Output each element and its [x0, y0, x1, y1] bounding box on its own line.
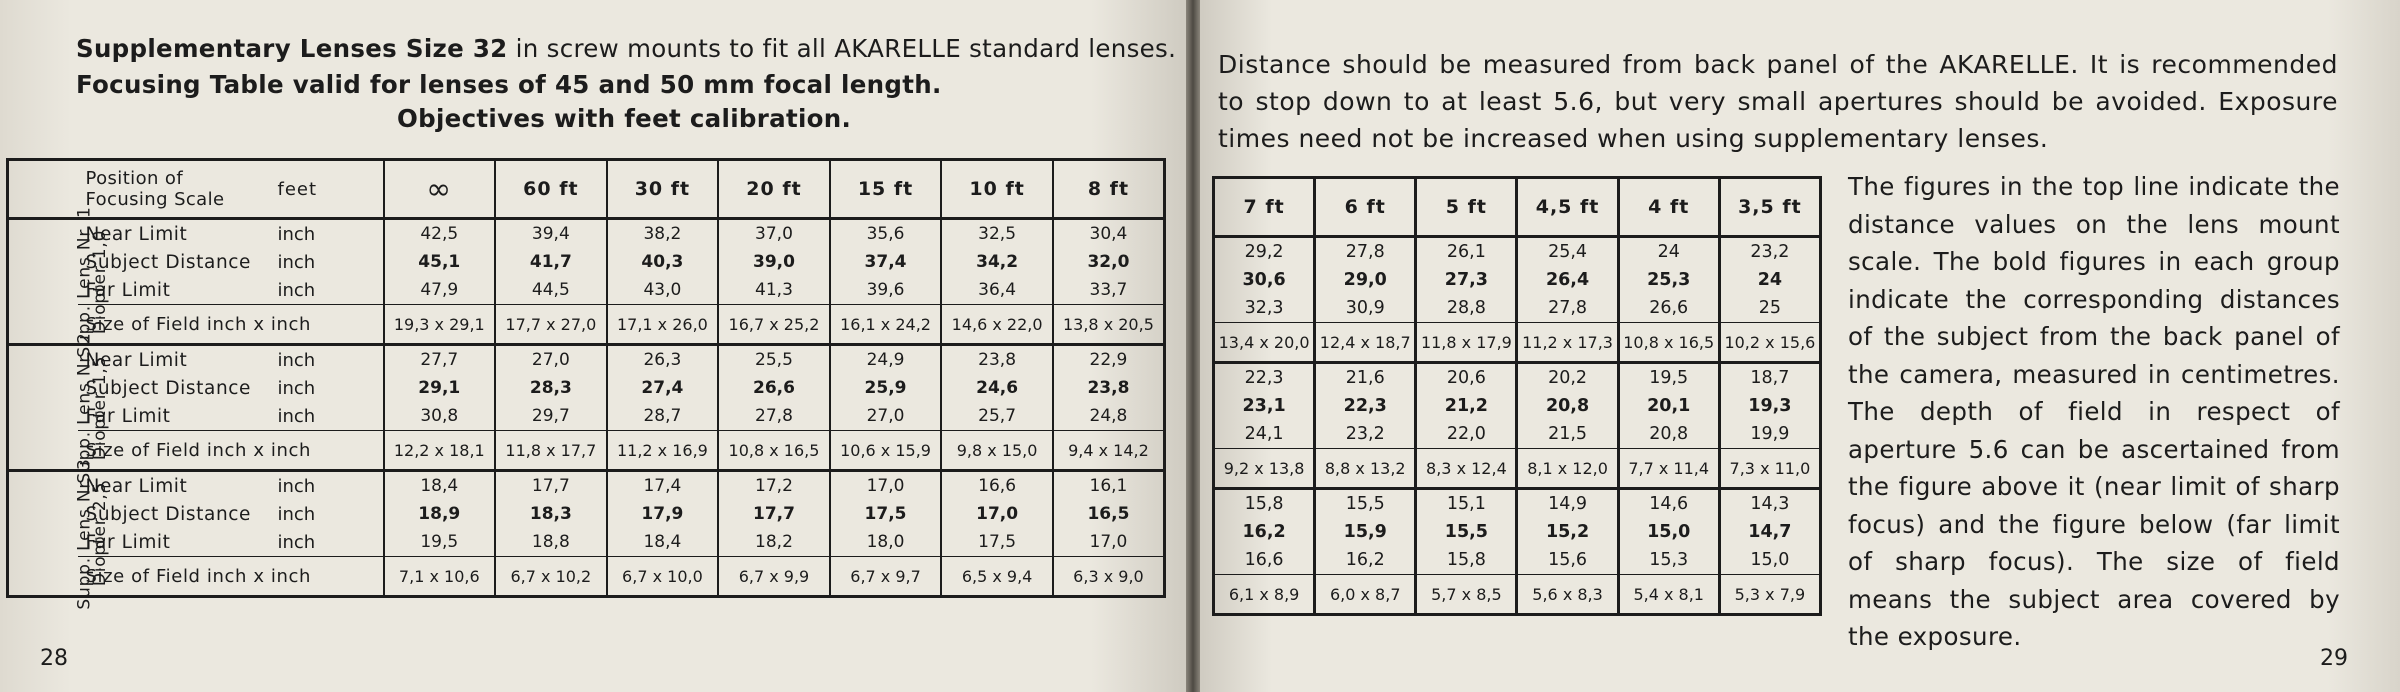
table-cell: 21,6	[1315, 363, 1416, 393]
row-unit: inch	[278, 345, 384, 375]
table-cell: 24,8	[1053, 402, 1165, 431]
column-header: 5 ft	[1416, 178, 1517, 237]
table-cell: 27,3	[1416, 266, 1517, 294]
field-size-label: Size of Field inch x inch	[78, 431, 384, 471]
table-cell: 29,2	[1244, 242, 1284, 262]
row-label: Far Limit	[85, 279, 171, 301]
table-row	[8, 276, 1165, 305]
table-cell: 25,9	[830, 374, 942, 402]
table-cell: 41,7	[495, 248, 607, 276]
lens-label	[8, 331, 95, 484]
table-cell: 14,9	[1517, 489, 1618, 519]
heading-bold-part: Supplementary Lenses Size 32	[76, 34, 508, 63]
row-unit: inch	[277, 251, 316, 273]
table-cell: 26,6	[1618, 294, 1719, 323]
table-cell: 23,1	[1242, 396, 1286, 416]
row-unit: inch	[278, 471, 384, 501]
table-cell: 28,8	[1416, 294, 1517, 323]
table-cell: 24,9	[830, 345, 942, 375]
column-header: 60 ft	[495, 160, 607, 219]
heading-line-3: Objectives with feet calibration.	[397, 104, 852, 133]
column-header: 8 ft	[1053, 160, 1165, 219]
field-size-row	[1214, 575, 1821, 615]
field-size-cell: 6,3 x 9,0	[1053, 557, 1165, 597]
table-cell: 20,6	[1416, 363, 1517, 393]
table-cell: 33,7	[1053, 276, 1165, 305]
table-cell: 16,1	[1053, 471, 1165, 501]
column-header: 7 ft	[1214, 178, 1315, 237]
table-cell: 23,8	[941, 345, 1053, 375]
table-cell: 15,8	[1214, 489, 1315, 519]
table-cell: 25,7	[941, 402, 1053, 431]
field-size-cell: 13,4 x 20,0	[1214, 323, 1315, 363]
table-cell: 15,5	[1315, 489, 1416, 519]
table-cell: 32,5	[941, 219, 1053, 249]
lens-name: Supp. Lens Nr. 2	[74, 331, 95, 484]
table-cell: 17,7	[495, 471, 607, 501]
row-unit: inch	[277, 503, 316, 525]
heading-rest-part: in screw mounts to fit all AKARELLE standard lenses.	[507, 34, 1177, 63]
field-size-row	[1214, 323, 1821, 363]
table-cell: 19,5	[1618, 363, 1719, 393]
field-size-row	[8, 431, 1165, 471]
table-cell: 18,2	[718, 528, 830, 557]
table-cell: 45,1	[384, 248, 496, 276]
column-header: 3,5 ft	[1719, 178, 1820, 237]
field-size-cell: 14,6 x 22,0	[941, 305, 1053, 345]
field-size-cell: 10,2 x 15,6	[1719, 323, 1820, 363]
row-label: Near Limit	[78, 345, 278, 375]
header-spacer	[8, 160, 78, 219]
table-row	[8, 471, 1165, 501]
table-cell: 24,6	[941, 374, 1053, 402]
row-label: Near Limit	[78, 471, 278, 501]
far-limit-row	[1214, 294, 1821, 323]
subject-distance-row	[1214, 392, 1821, 420]
row-unit: inch	[277, 279, 316, 301]
table-cell: 27,0	[830, 402, 942, 431]
field-size-cell: 6,5 x 9,4	[941, 557, 1053, 597]
table-cell: 15,2	[1517, 518, 1618, 546]
table-cell: 20,8	[1517, 392, 1618, 420]
field-size-cell: 7,3 x 11,0	[1719, 449, 1820, 489]
table-cell: 27,7	[384, 345, 496, 375]
table-cell: 26,1	[1416, 237, 1517, 267]
field-size-cell: 16,7 x 25,2	[718, 305, 830, 345]
near-limit-row	[1214, 363, 1821, 393]
table-cell: 27,4	[607, 374, 719, 402]
table-cell: 24,1	[1244, 424, 1284, 444]
table-cell: 24	[1719, 266, 1820, 294]
field-size-cell: 10,8 x 16,5	[718, 431, 830, 471]
table-cell: 18,0	[830, 528, 942, 557]
table-cell: 23,2	[1315, 420, 1416, 449]
table-cell: 22,0	[1416, 420, 1517, 449]
far-limit-row	[1214, 420, 1821, 449]
lens-name: Supp. Lens Nr. 3	[74, 457, 95, 610]
field-size-cell: 11,2 x 17,3	[1517, 323, 1618, 363]
table-cell: 20,8	[1618, 420, 1719, 449]
table-cell: 15,9	[1315, 518, 1416, 546]
table-cell: 14,3	[1719, 489, 1820, 519]
table-cell: 37,0	[718, 219, 830, 249]
column-header: 4 ft	[1618, 178, 1719, 237]
heading-line-1	[76, 34, 1176, 63]
table-cell: 19,3	[1719, 392, 1820, 420]
field-size-cell: 10,8 x 16,5	[1618, 323, 1719, 363]
field-size-cell: 6,7 x 10,2	[495, 557, 607, 597]
table-cell: 29,1	[384, 374, 496, 402]
field-size-row	[1214, 449, 1821, 489]
table-cell: 16,2	[1242, 522, 1286, 542]
book-spine	[1186, 0, 1200, 692]
header-focusing-label: Position of Focusing Scale	[85, 168, 225, 210]
intro-paragraph: Distance should be measured from back panel of the AKARELLE. It is recommended to stop down to at least 5.6, but very small apertures should be avoided. Exposure times need not be increased when using supplementary lenses.	[1218, 50, 2338, 153]
field-size-cell: 8,8 x 13,2	[1315, 449, 1416, 489]
lens-name: Supp. Lens Nr. 1	[74, 205, 95, 358]
field-size-cell: 7,7 x 11,4	[1618, 449, 1719, 489]
table-cell: 18,3	[495, 500, 607, 528]
near-limit-row	[1214, 489, 1821, 519]
table-cell: 26,4	[1517, 266, 1618, 294]
lens-label	[8, 457, 95, 610]
table-cell: 37,4	[830, 248, 942, 276]
field-size-cell: 5,7 x 8,5	[1416, 575, 1517, 615]
field-size-cell: 10,6 x 15,9	[830, 431, 942, 471]
table-cell: 32,3	[1244, 298, 1284, 318]
table-cell: 30,9	[1315, 294, 1416, 323]
table-cell: 41,3	[718, 276, 830, 305]
table-cell: 17,9	[607, 500, 719, 528]
table-cell: 28,3	[495, 374, 607, 402]
field-size-cell: 7,1 x 10,6	[384, 557, 496, 597]
table-cell: 23,8	[1053, 374, 1165, 402]
table-cell: 15,0	[1719, 546, 1820, 575]
table-cell: 25	[1719, 294, 1820, 323]
column-header: ∞	[384, 160, 496, 219]
table-cell: 17,5	[830, 500, 942, 528]
table-cell: 23,2	[1719, 237, 1820, 267]
field-size-cell: 11,8 x 17,9	[1416, 323, 1517, 363]
table-cell: 25,5	[718, 345, 830, 375]
column-header: 15 ft	[830, 160, 942, 219]
table-cell: 26,3	[607, 345, 719, 375]
table-cell: 21,2	[1416, 392, 1517, 420]
field-size-label: Size of Field inch x inch	[78, 557, 384, 597]
table-cell: 15,6	[1517, 546, 1618, 575]
field-size-cell: 12,4 x 18,7	[1315, 323, 1416, 363]
table-cell: 14,7	[1719, 518, 1820, 546]
field-size-cell: 17,7 x 27,0	[495, 305, 607, 345]
column-header: 4,5 ft	[1517, 178, 1618, 237]
table-cell: 15,0	[1618, 518, 1719, 546]
field-size-cell: 19,3 x 29,1	[384, 305, 496, 345]
table-cell: 14,6	[1618, 489, 1719, 519]
table-cell: 15,8	[1416, 546, 1517, 575]
field-size-cell: 5,6 x 8,3	[1517, 575, 1618, 615]
table-cell: 22,3	[1214, 363, 1315, 393]
table-cell: 36,4	[941, 276, 1053, 305]
table-cell: 22,3	[1315, 392, 1416, 420]
table-cell: 17,2	[718, 471, 830, 501]
field-size-label: Size of Field inch x inch	[78, 305, 384, 345]
table-cell: 16,6	[941, 471, 1053, 501]
field-size-cell: 8,1 x 12,0	[1517, 449, 1618, 489]
field-size-cell: 13,8 x 20,5	[1053, 305, 1165, 345]
table-cell: 17,0	[941, 500, 1053, 528]
table-cell: 20,1	[1618, 392, 1719, 420]
heading-line-2: Focusing Table valid for lenses of 45 and 50 mm focal length.	[76, 70, 942, 99]
table-cell: 42,5	[384, 219, 496, 249]
field-size-cell: 6,7 x 9,9	[718, 557, 830, 597]
table-cell: 15,5	[1416, 518, 1517, 546]
table-cell: 43,0	[607, 276, 719, 305]
header-unit: feet	[277, 178, 318, 200]
table-cell: 16,5	[1053, 500, 1165, 528]
table-cell: 24	[1618, 237, 1719, 267]
table-cell: 27,8	[1517, 294, 1618, 323]
field-size-cell: 6,7 x 10,0	[607, 557, 719, 597]
table-cell: 17,5	[941, 528, 1053, 557]
table-cell: 25,3	[1618, 266, 1719, 294]
table-row	[8, 528, 1165, 557]
diopter-value: Diopter 1,0	[89, 229, 110, 334]
row-label: Subject Distance	[85, 503, 252, 525]
field-size-cell: 6,1 x 8,9	[1214, 575, 1315, 615]
row-label: Far Limit	[85, 405, 171, 427]
table-row	[8, 402, 1165, 431]
field-size-cell: 6,0 x 8,7	[1315, 575, 1416, 615]
page-number-left: 28	[40, 646, 68, 671]
row-unit: inch	[278, 219, 384, 249]
subject-distance-row	[1214, 518, 1821, 546]
table-row	[8, 219, 1165, 249]
table-cell: 17,0	[1053, 528, 1165, 557]
table-header-row	[8, 160, 1165, 219]
table-cell: 19,5	[384, 528, 496, 557]
diopter-value: Diopter 2,5	[89, 481, 110, 586]
column-header: 30 ft	[607, 160, 719, 219]
row-label: Far Limit	[85, 531, 171, 553]
focusing-table-feet	[6, 158, 1166, 610]
far-limit-row	[1214, 546, 1821, 575]
page-number-right: 29	[2320, 646, 2348, 671]
row-label: Subject Distance	[85, 377, 252, 399]
field-size-cell: 11,2 x 16,9	[607, 431, 719, 471]
row-unit: inch	[277, 405, 316, 427]
table-cell: 29,0	[1315, 266, 1416, 294]
table-cell: 20,2	[1517, 363, 1618, 393]
table-cell: 35,6	[830, 219, 942, 249]
table-cell: 27,0	[495, 345, 607, 375]
field-size-row	[8, 557, 1165, 597]
table-cell: 30,4	[1053, 219, 1165, 249]
field-size-cell: 5,4 x 8,1	[1618, 575, 1719, 615]
table-cell: 16,2	[1315, 546, 1416, 575]
table-cell: 38,2	[607, 219, 719, 249]
explanation-paragraph: The figures in the top line indicate the distance values on the lens mount scale. The bold figures in each group indicate the corresponding distances of the subject from the back panel of the camera, measured in centimetres. The depth of field in respect of aperture 5.6 can be ascertained from the figure above it (near limit of sharp focus) and the figure below (far limit of sharp focus). The size of field means the subject area covered by the exposure.	[1848, 172, 2340, 651]
row-unit: inch	[277, 377, 316, 399]
table-cell: 17,7	[718, 500, 830, 528]
row-unit: inch	[277, 531, 316, 553]
table-cell: 17,0	[830, 471, 942, 501]
field-size-cell: 11,8 x 17,7	[495, 431, 607, 471]
column-header: 6 ft	[1315, 178, 1416, 237]
table-cell: 18,8	[495, 528, 607, 557]
field-size-cell: 9,2 x 13,8	[1214, 449, 1315, 489]
table-cell: 18,4	[607, 528, 719, 557]
near-limit-row	[1214, 237, 1821, 267]
diopter-value: Diopter 1,5	[89, 355, 110, 460]
table-cell: 28,7	[607, 402, 719, 431]
subject-distance-row	[1214, 266, 1821, 294]
table-cell: 16,6	[1244, 550, 1284, 570]
field-size-cell: 9,8 x 15,0	[941, 431, 1053, 471]
table-cell: 15,3	[1618, 546, 1719, 575]
table-cell: 27,8	[718, 402, 830, 431]
table-cell: 30,8	[384, 402, 496, 431]
table-cell: 18,4	[384, 471, 496, 501]
field-size-cell: 16,1 x 24,2	[830, 305, 942, 345]
table-cell: 29,7	[495, 402, 607, 431]
field-size-cell: 17,1 x 26,0	[607, 305, 719, 345]
field-size-cell: 12,2 x 18,1	[384, 431, 496, 471]
lens-label	[8, 205, 95, 358]
table-cell: 34,2	[941, 248, 1053, 276]
table-cell: 19,9	[1719, 420, 1820, 449]
table-cell: 39,6	[830, 276, 942, 305]
column-header: 10 ft	[941, 160, 1053, 219]
table-cell: 40,3	[607, 248, 719, 276]
field-size-cell: 5,3 x 7,9	[1719, 575, 1820, 615]
table-row	[8, 345, 1165, 375]
table-cell: 30,6	[1242, 270, 1286, 290]
row-label: Subject Distance	[85, 251, 252, 273]
field-size-cell: 8,3 x 12,4	[1416, 449, 1517, 489]
table-cell: 47,9	[384, 276, 496, 305]
field-size-cell: 6,7 x 9,7	[830, 557, 942, 597]
focusing-table-feet-continued	[1212, 176, 1822, 616]
table-cell: 26,6	[718, 374, 830, 402]
table-row	[8, 374, 1165, 402]
field-size-cell: 9,4 x 14,2	[1053, 431, 1165, 471]
table-cell: 18,9	[384, 500, 496, 528]
table-cell: 18,7	[1719, 363, 1820, 393]
table-row	[8, 248, 1165, 276]
table-cell: 17,4	[607, 471, 719, 501]
left-page	[0, 0, 1186, 692]
table-cell: 25,4	[1517, 237, 1618, 267]
field-size-row	[8, 305, 1165, 345]
table-cell: 44,5	[495, 276, 607, 305]
table-cell: 22,9	[1053, 345, 1165, 375]
table-cell: 15,1	[1416, 489, 1517, 519]
table-row	[8, 500, 1165, 528]
table-cell: 21,5	[1517, 420, 1618, 449]
table-header-row	[1214, 178, 1821, 237]
table-cell: 32,0	[1053, 248, 1165, 276]
table-cell: 27,8	[1315, 237, 1416, 267]
table-cell: 39,0	[718, 248, 830, 276]
table-cell: 39,4	[495, 219, 607, 249]
row-label: Near Limit	[78, 219, 278, 249]
column-header: 20 ft	[718, 160, 830, 219]
